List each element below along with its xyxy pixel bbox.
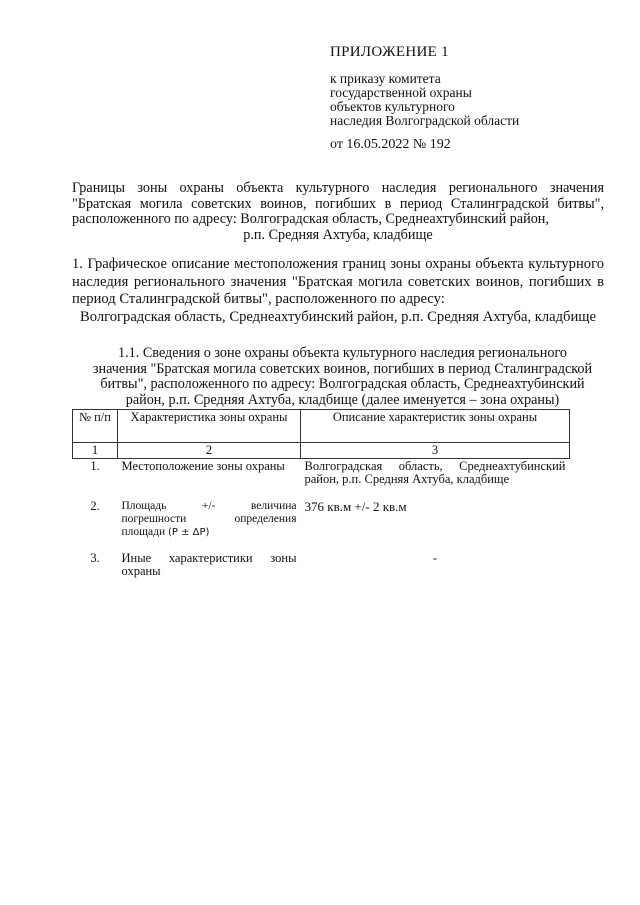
zone-table	[72, 409, 570, 579]
order-date: от 16.05.2022 № 192	[330, 137, 451, 152]
column-number: 1	[73, 443, 118, 459]
row-description: -	[432, 551, 438, 565]
section-1-1-line: значения "Братская могила советских воинов, погибших в период Сталинградской	[92, 360, 593, 377]
section-1-line: 1. Графическое описание местоположения границ зоны охраны объекта	[72, 256, 524, 272]
section-1-heading	[72, 256, 604, 326]
row-characteristic: Иные характеристики зоны охраны	[121, 551, 297, 578]
section-1-1-line: 1.1. Сведения о зоне охраны объекта культурного наследия регионального	[117, 345, 568, 361]
appendix-title: ПРИЛОЖЕНИЕ 1	[330, 44, 449, 60]
title-line: расположенного по адресу: Волгоградская область, Среднеахтубинский район,	[72, 211, 549, 227]
row-characteristic-cell	[118, 499, 301, 551]
table-row	[73, 551, 570, 579]
row-number: 2.	[90, 499, 100, 513]
row-characteristic: Площадь +/- величина погрешности определения площади	[121, 500, 297, 538]
order-line: наследия Волгоградской области	[330, 113, 520, 128]
section-1-line: Волгоградская область, Среднеахтубинский район, р.п. Средняя Ахтуба, кладбище	[80, 308, 596, 325]
column-number: 3	[301, 443, 570, 459]
row-description: Волгоградская область, Среднеахтубинский район, р.п. Средняя Ахтуба, кладбище	[304, 459, 566, 486]
section-1-1-line: район, р.п. Средняя Ахтуба, кладбище (далее именуется – зона охраны)	[125, 391, 560, 408]
column-number: 2	[118, 443, 301, 459]
document-title	[72, 181, 604, 243]
row-number: 3.	[90, 551, 100, 565]
section-1-line: культурного наследия регионального значения "Братская могила советских воинов,	[72, 256, 604, 290]
table-column-numbers	[73, 443, 570, 459]
section-1-1-line: битвы", расположенного по адресу: Волгоградская область, Среднеахтубинский	[100, 376, 585, 393]
area-formula: (P ± ΔP)	[167, 527, 210, 538]
row-description: 376 кв.м +/- 2 кв.м	[304, 499, 407, 514]
row-number: 1.	[90, 459, 100, 473]
table-header-row	[73, 410, 570, 443]
order-line: к приказу комитета	[330, 71, 441, 86]
row-characteristic: Местоположение зоны охраны	[121, 459, 285, 473]
header-description: Описание характеристик зоны охраны	[301, 410, 570, 443]
header-characteristic: Характеристика зоны охраны	[118, 410, 301, 443]
title-line: р.п. Средняя Ахтуба, кладбище	[243, 226, 433, 243]
section-1-line: погибших в период Сталинградской битвы", расположенного по адресу:	[72, 273, 605, 307]
title-line: Границы зоны охраны объекта культурного наследия регионального значения	[72, 180, 604, 196]
table-row	[73, 459, 570, 500]
title-line: "Братская могила советских воинов, погибших в период Сталинградской битвы",	[72, 195, 604, 212]
section-1-1-heading	[90, 346, 595, 408]
header-number: № п/п	[73, 410, 118, 443]
order-line: объектов культурного	[330, 99, 455, 114]
order-line: государственной охраны	[330, 85, 472, 100]
order-reference	[330, 72, 519, 128]
table-row	[73, 499, 570, 551]
